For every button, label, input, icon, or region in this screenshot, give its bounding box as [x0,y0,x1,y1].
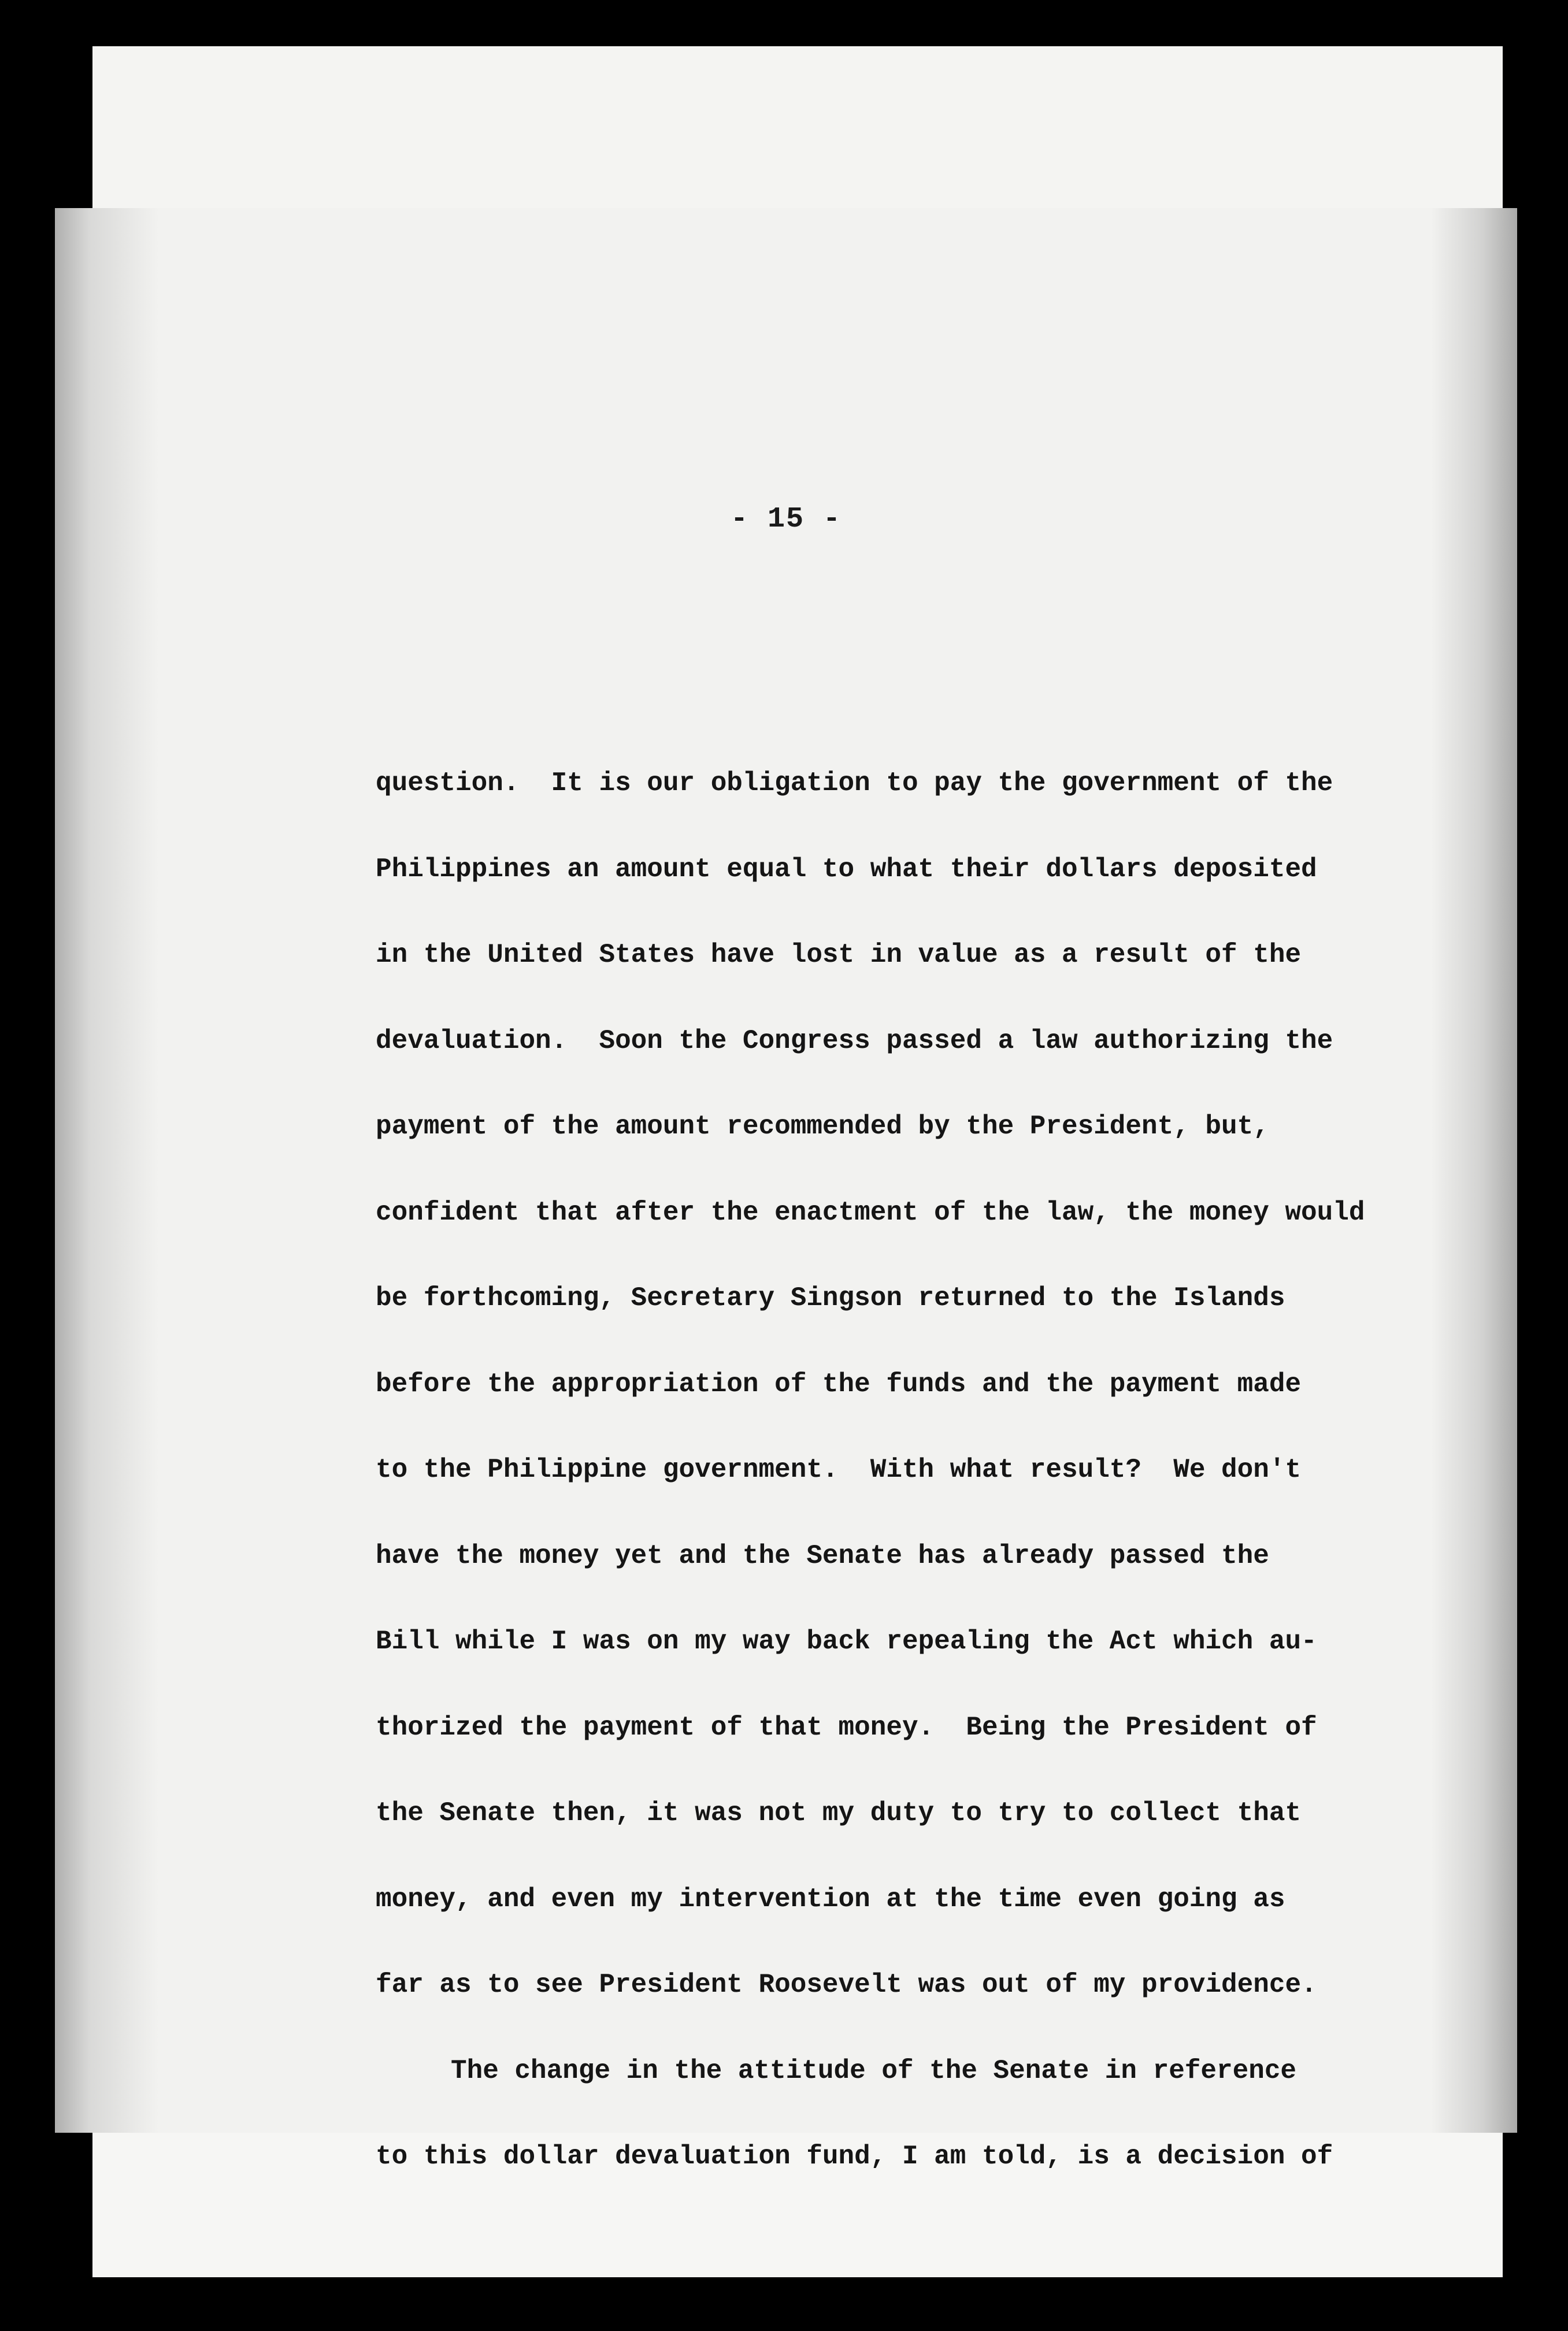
text-line: to this dollar devaluation fund, I am told, is a decision of [376,2141,1333,2171]
text-line: question. It is our obligation to pay the government of the [376,768,1333,798]
text-line: before the appropriation of the funds and the payment made [376,1369,1302,1399]
text-line: The change in the attitude of the Senate in reference [451,2055,1297,2086]
body-text [376,763,1474,2222]
text-line: devaluation. Soon the Congress passed a law authorizing the [376,1025,1333,1056]
text-line: confident that after the enactment of the law, the money would [376,1197,1365,1228]
document-page [55,208,1517,2171]
text-line: far as to see President Roosevelt was out of my providence. [376,1970,1317,2000]
text-line: Philippines an amount equal to what their dollars deposited [376,854,1317,884]
text-line: money, and even my intervention at the time even going as [376,1884,1285,1914]
text-line: be forthcoming, Secretary Singson returned to the Islands [376,1283,1285,1313]
text-line: to the Philippine government. With what result? We don't [376,1455,1302,1485]
text-line: thorized the payment of that money. Being the President of [376,1712,1317,1743]
text-line: payment of the amount recommended by the President, but, [376,1111,1269,1142]
text-line: Bill while I was on my way back repealing the Act which au- [376,1626,1317,1656]
text-line: have the money yet and the Senate has already passed the [376,1540,1269,1571]
text-line: in the United States have lost in value as a result of the [376,940,1302,970]
page-number: - 15 - [730,503,842,536]
text-line: the Senate then, it was not my duty to try to collect that [376,1798,1302,1828]
